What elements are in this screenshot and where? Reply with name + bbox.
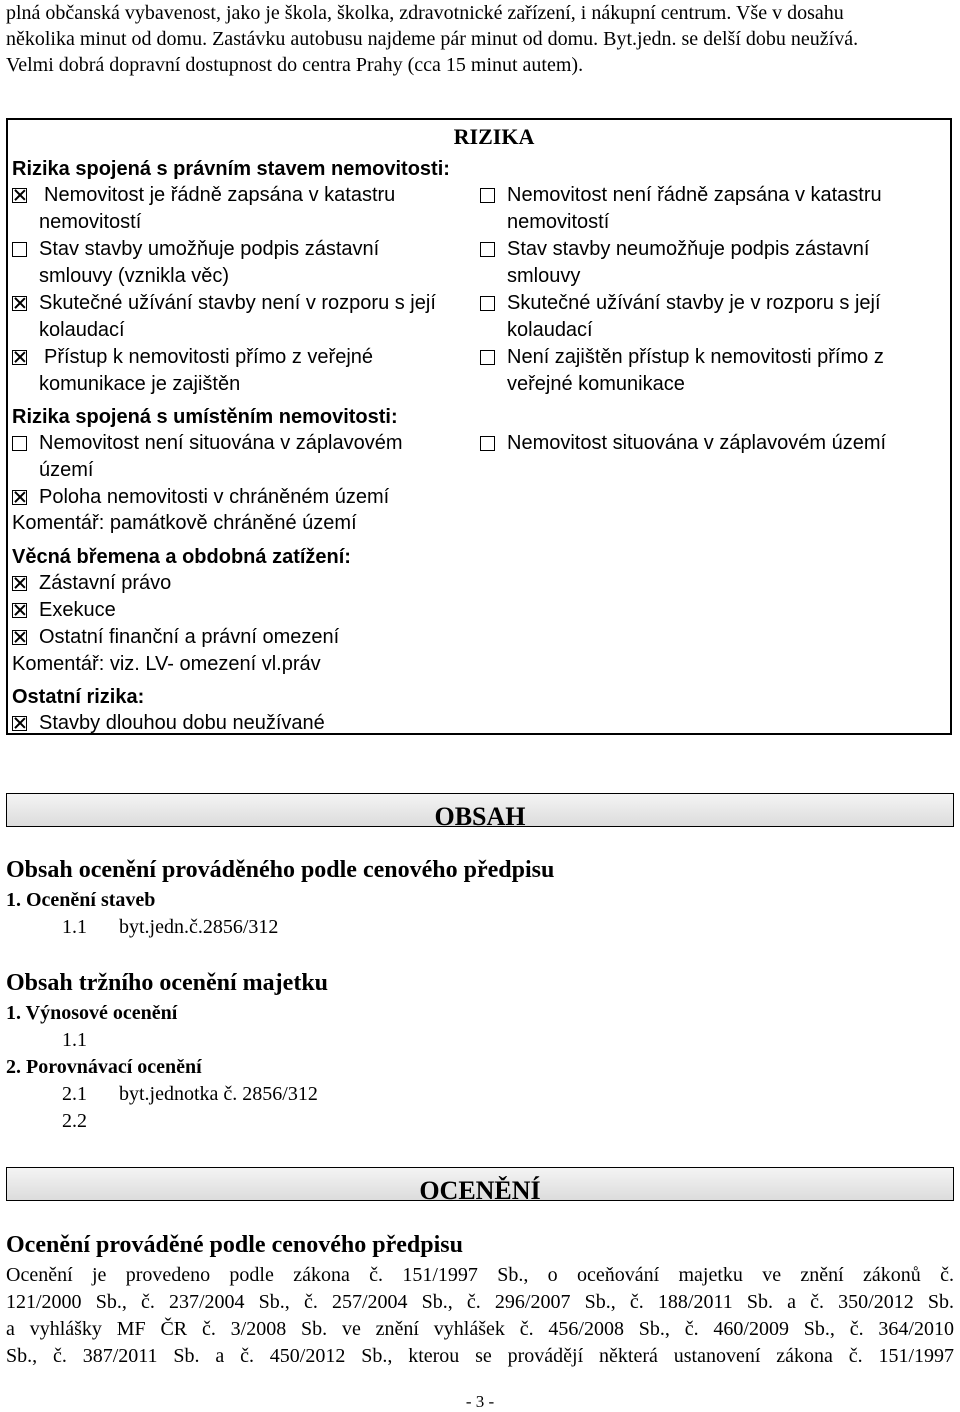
intro-line: několika minut od domu. Zastávku autobusu najdeme pár minut od domu. Byt.jedn. se delší dobu neužívá. <box>6 28 859 50</box>
checkbox-checked-icon <box>12 576 27 591</box>
checkbox-checked-icon <box>12 490 27 505</box>
obsah-predpis-heading: Obsah ocenění prováděného podle cenového předpisu <box>6 857 555 883</box>
oceneni-heading: Ocenění prováděné podle cenového předpisu <box>6 1232 463 1258</box>
checkbox-empty-icon <box>480 242 495 257</box>
obsah-banner: OBSAH <box>6 793 954 827</box>
other-risks-heading: Ostatní rizika: <box>12 686 145 708</box>
intro-line: plná občanská vybavenost, jako je škola, školka, zdravotnické zařízení, i nákupní centrum. Vše v dosahu <box>6 2 844 24</box>
burdens-heading: Věcná břemena a obdobná zatížení: <box>12 546 351 568</box>
other-risk-item: Stavby dlouhou dobu neužívané <box>12 710 467 737</box>
checkbox-checked-icon <box>12 630 27 645</box>
burden-item: Zástavní právo <box>12 570 467 597</box>
legal-risks-heading: Rizika spojená s právním stavem nemovitosti: <box>12 158 450 180</box>
location-risk-item: Nemovitost není situována v záplavovém území <box>12 430 467 484</box>
rizika-title: RIZIKA <box>453 124 535 149</box>
burden-item: Ostatní finanční a právní omezení <box>12 624 467 651</box>
toc-entry: 2.1 byt.jednotka č. 2856/312 <box>62 1083 318 1105</box>
oceneni-paragraph-line: 121/2000 Sb., č. 237/2004 Sb., č. 257/2004 Sb., č. 296/2007 Sb., č. 188/2011 Sb. a č. 350/2012 Sb. <box>6 1291 954 1313</box>
page-number: - 3 - <box>465 1392 495 1411</box>
obsah-trzni-heading: Obsah tržního ocenění majetku <box>6 970 329 996</box>
legal-risk-item: Skutečné užívání stavby je v rozporu s její kolaudací <box>480 290 950 344</box>
checkbox-empty-icon <box>480 188 495 203</box>
toc-entry: 2.2 <box>62 1110 87 1132</box>
legal-risk-item: Nemovitost je řádně zapsána v katastru nemovitostí <box>12 182 467 236</box>
checkbox-checked-icon <box>12 350 27 365</box>
rizika-section <box>6 118 952 735</box>
checkbox-checked-icon <box>12 603 27 618</box>
legal-risk-item: Skutečné užívání stavby není v rozporu s její kolaudací <box>12 290 472 344</box>
checkbox-empty-icon <box>480 350 495 365</box>
checkbox-empty-icon <box>12 242 27 257</box>
toc-section: 1. Výnosové ocenění <box>6 1002 178 1024</box>
burdens-comment: Komentář: viz. LV- omezení vl.práv <box>12 653 321 675</box>
checkbox-checked-icon <box>12 188 27 203</box>
checkbox-empty-icon <box>12 436 27 451</box>
checkbox-checked-icon <box>12 716 27 731</box>
oceneni-paragraph-line: a vyhlášky MF ČR č. 3/2008 Sb. ve znění vyhlášek č. 456/2008 Sb., č. 460/2009 Sb., č. 364/2010 <box>6 1318 954 1340</box>
checkbox-empty-icon <box>480 296 495 311</box>
intro-line: Velmi dobrá dopravní dostupnost do centra Prahy (cca 15 minut autem). <box>6 54 584 76</box>
toc-section: 2. Porovnávací ocenění <box>6 1056 202 1078</box>
oceneni-paragraph-line: Sb., č. 387/2011 Sb. a č. 450/2012 Sb., kterou se provádějí některá ustanovení zákona č. 151/1997 <box>6 1345 954 1367</box>
toc-section: 1. Ocenění staveb <box>6 889 156 911</box>
legal-risk-item: Není zajištěn přístup k nemovitosti přímo z veřejné komunikace <box>480 344 950 398</box>
legal-risk-item: Stav stavby umožňuje podpis zástavní smlouvy (vznikla věc) <box>12 236 467 290</box>
oceneni-paragraph-line: Ocenění je provedeno podle zákona č. 151/1997 Sb., o oceňování majetku ve znění zákonů č. <box>6 1264 954 1286</box>
legal-risk-item: Nemovitost není řádně zapsána v katastru nemovitostí <box>480 182 950 236</box>
oceneni-banner: OCENĚNÍ <box>6 1167 954 1201</box>
burden-item: Exekuce <box>12 597 467 624</box>
toc-entry: 1.1 <box>62 1029 87 1051</box>
toc-entry: 1.1 byt.jedn.č.2856/312 <box>62 916 279 938</box>
location-risk-item: Poloha nemovitosti v chráněném území <box>12 484 467 511</box>
legal-risk-item: Přístup k nemovitosti přímo z veřejné komunikace je zajištěn <box>12 344 467 398</box>
location-risks-heading: Rizika spojená s umístěním nemovitosti: <box>12 406 398 428</box>
legal-risk-item: Stav stavby neumožňuje podpis zástavní smlouvy <box>480 236 950 290</box>
checkbox-empty-icon <box>480 436 495 451</box>
location-comment: Komentář: památkově chráněné území <box>12 512 357 534</box>
checkbox-checked-icon <box>12 296 27 311</box>
intro-paragraph <box>6 0 956 78</box>
location-risk-item: Nemovitost situována v záplavovém území <box>480 430 950 457</box>
